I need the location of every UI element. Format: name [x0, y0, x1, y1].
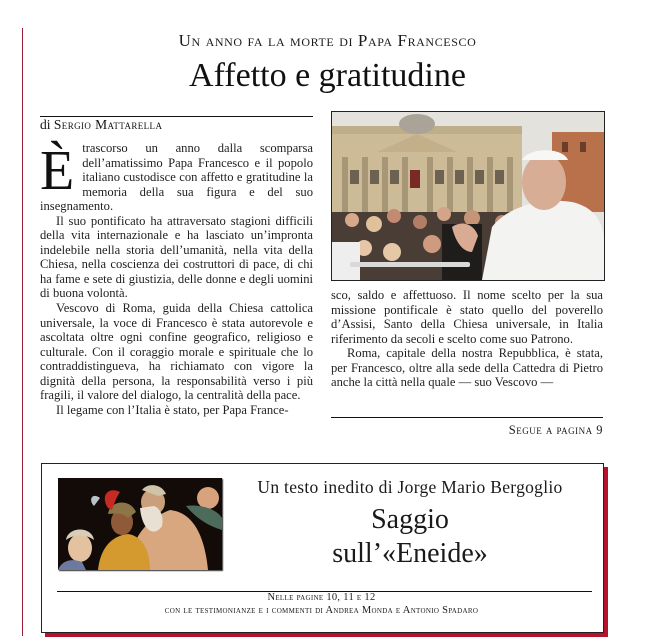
page-title: Affetto e gratitudine [189, 57, 466, 94]
promo-pages-note: Nelle pagine 10, 11 e 12 [267, 592, 376, 603]
promo-contributors-note: con le testimonianze e i commenti di Andrea Monda e Antonio Spadaro [164, 605, 479, 616]
paragraph-4: Il legame con l’Italia è stato, per Papa France- [56, 402, 289, 417]
paragraph-6: Roma, capitale della nostra Repubblica, è stata, per Francesco, oltre alla sede della Cattedra di Pietro anche la città nella quale — suo Vescovo — [331, 346, 603, 390]
promo-title-line-1: Saggio [371, 504, 449, 535]
promo-subtitle: Un testo inedito di Jorge Mario Bergoglio [257, 477, 563, 497]
aeneas-anchises-painting [58, 478, 222, 570]
margin-rule [22, 28, 23, 636]
dropcap: È [40, 140, 75, 202]
promo-title-line-2: sull’«Eneide» [332, 538, 488, 569]
paragraph-3: Vescovo di Roma, guida della Chiesa cattolica universale, la voce di Francesco è stata autorevole e ascoltata oltre ogni confine geografico, religioso e culturale. Con il coraggio morale e spirituale che lo contraddistingueva, ha richiamato con vigore la dignità della persona, la responsabilità verso i più fragili, il valore del dialogo, la centralità della pace. [40, 301, 313, 403]
article-column-left [40, 141, 313, 417]
article-column-right [331, 288, 603, 390]
byline-prefix: di [40, 117, 51, 132]
article-photo[interactable] [331, 111, 605, 281]
continued-link[interactable]: Segue a pagina 9 [508, 423, 603, 437]
paragraph-5: sco, saldo e affettuoso. Il nome scelto per la sua missione pontificale è stato quello del poverello d’Assisi, Santo della Chiesa universale, in Italia riferimento da secoli e scelto come suo Patrono. [331, 288, 603, 346]
kicker: Un anno fa la morte di Papa Francesco [178, 31, 477, 50]
pope-photo-illustration [332, 112, 604, 280]
byline [40, 117, 162, 133]
promo-title[interactable] [232, 503, 588, 571]
paragraph-1: Ètrascorso un anno dalla scomparsa dell’amatissimo Papa Francesco e il popolo italiano custodisce con affetto e gratitudine la memoria della sua figura e del suo insegnamento. [40, 140, 313, 214]
promo-painting[interactable] [58, 478, 222, 570]
continuation-rule [331, 417, 603, 418]
byline-author: Sergio Mattarella [53, 117, 163, 132]
paragraph-2: Il suo pontificato ha attraversato stagioni difficili della vita internazionale e ha lasciato un’impronta indelebile nella storia dell’umanità, nella vita della Chiesa, nella coscienza dei costruttori di pace, di chi ha fame e sete di giustizia, delle donne e degli uomini di buona volontà. [40, 213, 313, 301]
